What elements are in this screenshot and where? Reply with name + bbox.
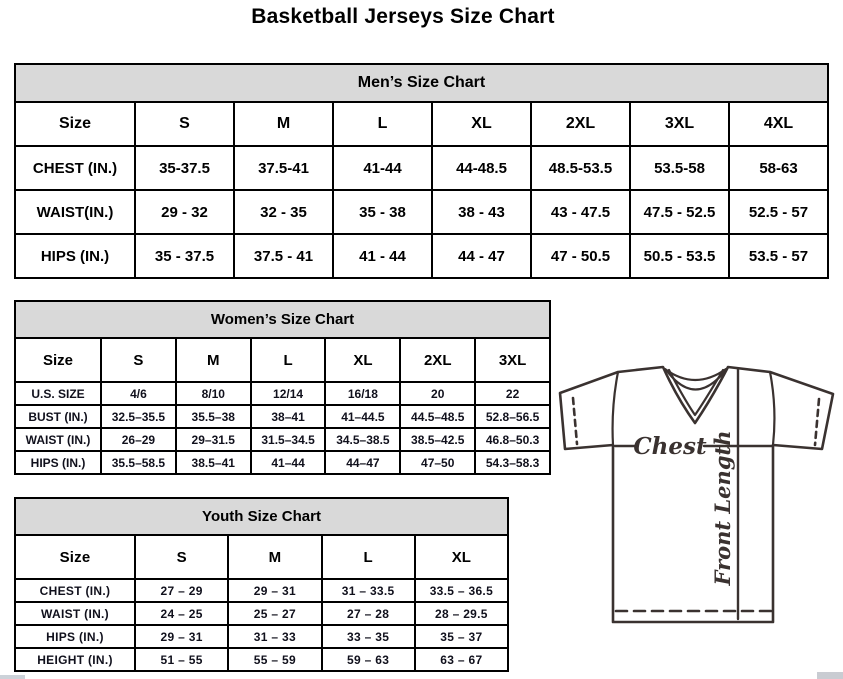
- women-size-col-header: L: [251, 338, 326, 382]
- front-length-label: Front Length: [710, 430, 735, 586]
- women-size-col-header: M: [176, 338, 251, 382]
- youth-size-col-header: XL: [415, 535, 508, 579]
- youth-size-table: [14, 497, 509, 672]
- women-table-row: [15, 382, 550, 405]
- women-size-col-header: XL: [325, 338, 400, 382]
- men-row-label: HIPS (IN.): [15, 234, 135, 278]
- women-value-cell: 46.8–50.3: [475, 428, 550, 451]
- women-value-cell: 29–31.5: [176, 428, 251, 451]
- men-size-col-header: 4XL: [729, 102, 828, 146]
- women-row-label: HIPS (IN.): [15, 451, 101, 474]
- women-value-cell: 38–41: [251, 405, 326, 428]
- mens-size-table: [14, 63, 829, 279]
- women-size-col-header: S: [101, 338, 176, 382]
- women-value-cell: 44–47: [325, 451, 400, 474]
- youth-value-cell: 27 – 28: [322, 602, 415, 625]
- cutoff-element-bottom-left: [0, 675, 25, 679]
- women-table-row: [15, 451, 550, 474]
- women-row-label: U.S. SIZE: [15, 382, 101, 405]
- women-value-cell: 12/14: [251, 382, 326, 405]
- youth-table-row: [15, 602, 508, 625]
- youth-value-cell: 28 – 29.5: [415, 602, 508, 625]
- women-value-cell: 38.5–41: [176, 451, 251, 474]
- youth-value-cell: 31 – 33.5: [322, 579, 415, 602]
- youth-value-cell: 25 – 27: [228, 602, 321, 625]
- men-size-header: Size: [15, 102, 135, 146]
- jersey-outline: [560, 367, 833, 622]
- men-value-cell: 32 - 35: [234, 190, 333, 234]
- women-value-cell: 47–50: [400, 451, 475, 474]
- women-value-cell: 38.5–42.5: [400, 428, 475, 451]
- men-row-label: WAIST(IN.): [15, 190, 135, 234]
- men-value-cell: 52.5 - 57: [729, 190, 828, 234]
- women-value-cell: 41–44.5: [325, 405, 400, 428]
- women-value-cell: 35.5–58.5: [101, 451, 176, 474]
- men-size-col-header: XL: [432, 102, 531, 146]
- youth-value-cell: 29 – 31: [228, 579, 321, 602]
- youth-chart-title: Youth Size Chart: [15, 498, 508, 535]
- youth-size-col-header: L: [322, 535, 415, 579]
- women-value-cell: 41–44: [251, 451, 326, 474]
- men-value-cell: 50.5 - 53.5: [630, 234, 729, 278]
- jersey-measurement-diagram: [556, 356, 840, 628]
- cuff-dash-right: [815, 399, 819, 445]
- men-value-cell: 37.5 - 41: [234, 234, 333, 278]
- men-value-cell: 47 - 50.5: [531, 234, 630, 278]
- youth-value-cell: 31 – 33: [228, 625, 321, 648]
- chest-label: Chest: [633, 433, 707, 460]
- men-value-cell: 48.5-53.5: [531, 146, 630, 190]
- cuff-dash-left: [573, 398, 577, 444]
- men-value-cell: 41-44: [333, 146, 432, 190]
- youth-table-row: [15, 648, 508, 671]
- men-size-col-header: S: [135, 102, 234, 146]
- women-value-cell: 54.3–58.3: [475, 451, 550, 474]
- men-value-cell: 38 - 43: [432, 190, 531, 234]
- men-value-cell: 29 - 32: [135, 190, 234, 234]
- jersey-diagram-icon: [556, 356, 840, 628]
- women-value-cell: 31.5–34.5: [251, 428, 326, 451]
- women-value-cell: 4/6: [101, 382, 176, 405]
- men-size-col-header: 2XL: [531, 102, 630, 146]
- youth-value-cell: 51 – 55: [135, 648, 228, 671]
- men-row-label: CHEST (IN.): [15, 146, 135, 190]
- women-chart-title: Women’s Size Chart: [15, 301, 550, 338]
- men-size-col-header: L: [333, 102, 432, 146]
- men-value-cell: 35-37.5: [135, 146, 234, 190]
- women-value-cell: 52.8–56.5: [475, 405, 550, 428]
- men-table-row: [15, 146, 828, 190]
- youth-size-col-header: S: [135, 535, 228, 579]
- men-table-row: [15, 190, 828, 234]
- men-value-cell: 35 - 38: [333, 190, 432, 234]
- youth-value-cell: 35 – 37: [415, 625, 508, 648]
- women-value-cell: 44.5–48.5: [400, 405, 475, 428]
- men-value-cell: 53.5-58: [630, 146, 729, 190]
- men-value-cell: 37.5-41: [234, 146, 333, 190]
- page-title: Basketball Jerseys Size Chart: [251, 5, 555, 28]
- youth-row-label: HEIGHT (IN.): [15, 648, 135, 671]
- men-chart-title: Men’s Size Chart: [15, 64, 828, 102]
- youth-value-cell: 27 – 29: [135, 579, 228, 602]
- youth-value-cell: 29 – 31: [135, 625, 228, 648]
- women-value-cell: 8/10: [176, 382, 251, 405]
- youth-size-col-header: M: [228, 535, 321, 579]
- men-value-cell: 41 - 44: [333, 234, 432, 278]
- women-value-cell: 16/18: [325, 382, 400, 405]
- men-value-cell: 35 - 37.5: [135, 234, 234, 278]
- armhole-seam-right: [770, 372, 774, 445]
- women-value-cell: 32.5–35.5: [101, 405, 176, 428]
- women-table-row: [15, 428, 550, 451]
- women-table-row: [15, 405, 550, 428]
- men-value-cell: 58-63: [729, 146, 828, 190]
- youth-value-cell: 63 – 67: [415, 648, 508, 671]
- men-value-cell: 47.5 - 52.5: [630, 190, 729, 234]
- youth-value-cell: 24 – 25: [135, 602, 228, 625]
- youth-row-label: HIPS (IN.): [15, 625, 135, 648]
- men-table-row: [15, 234, 828, 278]
- cutoff-element-bottom-right: [817, 672, 843, 679]
- womens-size-table: [14, 300, 551, 475]
- armhole-seam-left: [613, 372, 618, 445]
- women-value-cell: 34.5–38.5: [325, 428, 400, 451]
- men-value-cell: 44 - 47: [432, 234, 531, 278]
- women-value-cell: 35.5–38: [176, 405, 251, 428]
- youth-table-row: [15, 625, 508, 648]
- youth-value-cell: 33.5 – 36.5: [415, 579, 508, 602]
- youth-row-label: CHEST (IN.): [15, 579, 135, 602]
- women-value-cell: 26–29: [101, 428, 176, 451]
- youth-value-cell: 55 – 59: [228, 648, 321, 671]
- men-value-cell: 53.5 - 57: [729, 234, 828, 278]
- men-value-cell: 43 - 47.5: [531, 190, 630, 234]
- women-size-header: Size: [15, 338, 101, 382]
- men-size-col-header: M: [234, 102, 333, 146]
- youth-table-row: [15, 579, 508, 602]
- women-size-col-header: 2XL: [400, 338, 475, 382]
- women-row-label: WAIST (IN.): [15, 428, 101, 451]
- women-value-cell: 20: [400, 382, 475, 405]
- women-value-cell: 22: [475, 382, 550, 405]
- youth-value-cell: 59 – 63: [322, 648, 415, 671]
- women-row-label: BUST (IN.): [15, 405, 101, 428]
- women-size-col-header: 3XL: [475, 338, 550, 382]
- youth-size-header: Size: [15, 535, 135, 579]
- men-size-col-header: 3XL: [630, 102, 729, 146]
- men-value-cell: 44-48.5: [432, 146, 531, 190]
- youth-value-cell: 33 – 35: [322, 625, 415, 648]
- youth-row-label: WAIST (IN.): [15, 602, 135, 625]
